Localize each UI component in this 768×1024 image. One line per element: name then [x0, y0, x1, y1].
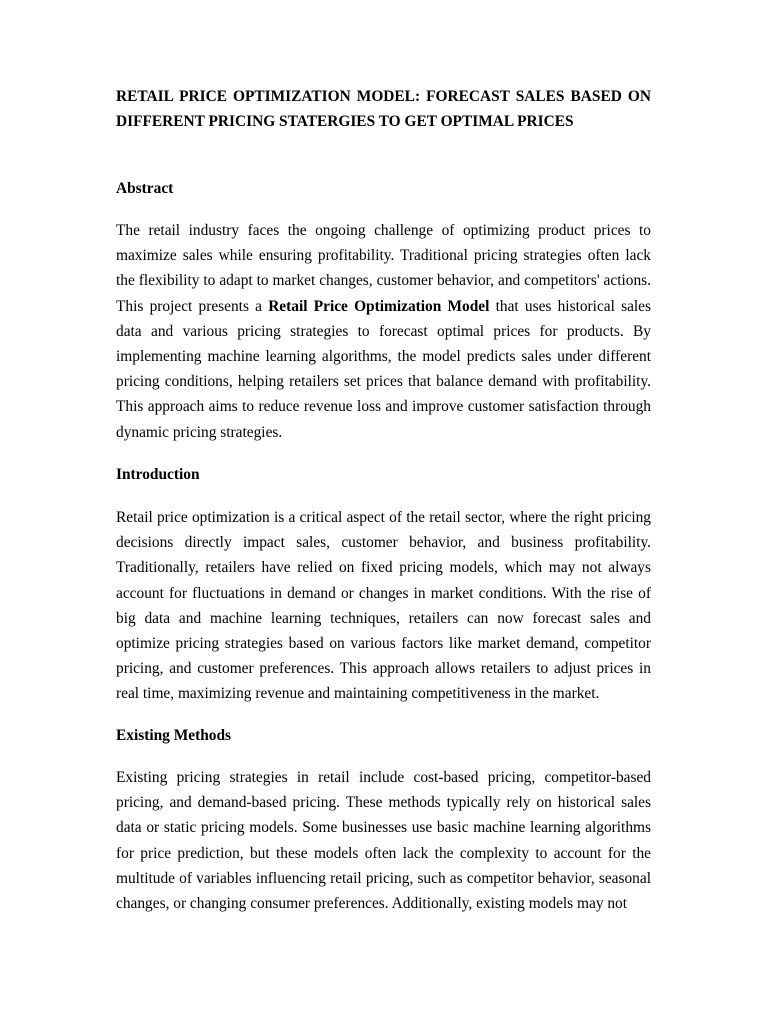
abstract-heading: Abstract: [116, 180, 174, 197]
abstract-text-end: that uses historical sales data and various pricing strategies to forecast optimal prices for products. By implementing machine learning algorithms, the model predicts sales under different pricing conditions, helping retailers set prices that balance demand with profitability. This approach aims to reduce revenue loss and improve customer satisfaction through dynamic pricing strategies.: [116, 297, 652, 441]
abstract-bold-model-name: Retail Price Optimization Model: [268, 297, 490, 315]
existing-methods-heading: Existing Methods: [116, 727, 232, 744]
abstract-text-start: The retail industry faces the ongoing challenge of optimizing product prices to maximize sales while ensuring profitability. Traditional pricing strategies often lack the flexibility to adapt to market changes, customer behavior, and competitors' actions. This project presents a: [116, 222, 651, 315]
introduction-heading: Introduction: [116, 466, 200, 483]
abstract-paragraph: [116, 218, 651, 445]
existing-methods-paragraph: Existing pricing strategies in retail include cost-based pricing, competitor-based pricing, and demand-based pricing. These methods typically rely on historical sales data or static pricing models. Some businesses use basic machine learning algorithms for price prediction, but these models often lack the complexity to account for the multitude of variables influencing retail pricing, such as competitor behavior, seasonal changes, or changing consumer preferences. Additionally, existing models may not: [116, 769, 651, 913]
document-title: RETAIL PRICE OPTIMIZATION MODEL: FORECAST SALES BASED ON DIFFERENT PRICING STATERGIES TO GET OPTIMAL PRICES: [116, 88, 651, 130]
introduction-paragraph: Retail price optimization is a critical aspect of the retail sector, where the right pricing decisions directly impact sales, customer behavior, and business profitability. Traditionally, retailers have relied on fixed pricing models, which may not always account for fluctuations in demand or changes in market conditions. With the rise of big data and machine learning techniques, retailers can now forecast sales and optimize pricing strategies based on various factors like market demand, competitor pricing, and customer preferences. This approach allows retailers to adjust prices in real time, maximizing revenue and maintaining competitiveness in the market.: [116, 509, 651, 703]
